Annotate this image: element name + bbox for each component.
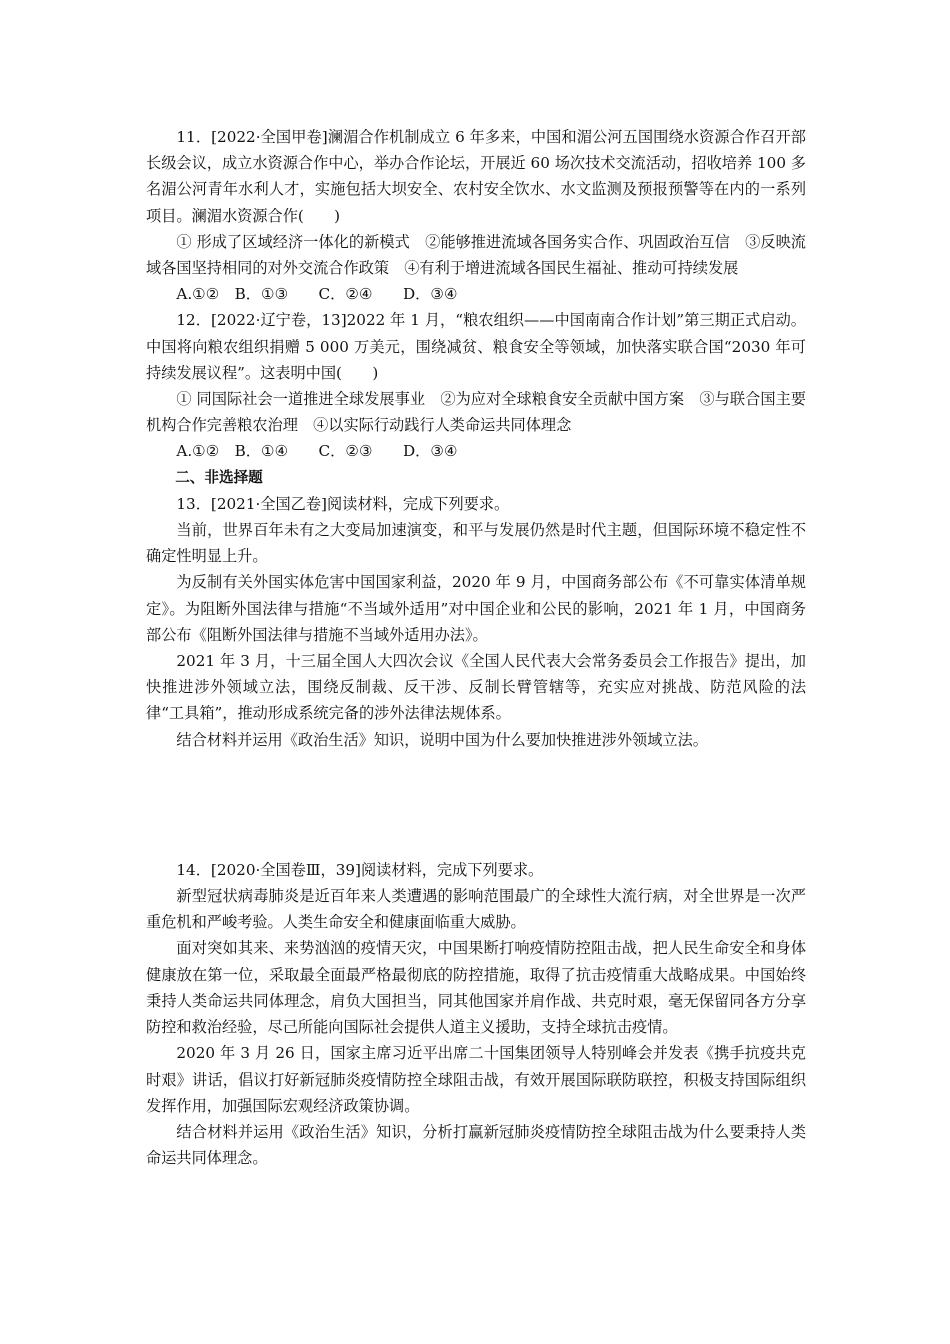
question-13-material-2: 为反制有关外国实体危害中国国家利益，2020 年 9 月，中国商务部公布《不可靠实体清单规定》。为阻断外国法律与措施“不当域外适用”对中国企业和公民的影响，2021 年 1 月，中国商务部公布《阻断外国法律与措施不当域外适用办法》。	[146, 573, 806, 644]
question-13-material-1: 当前，世界百年未有之大变局加速演变，和平与发展仍然是时代主题，但国际环境不稳定性不确定性明显上升。	[146, 521, 806, 566]
document-page	[146, 124, 806, 1171]
answer-space	[146, 753, 806, 857]
question-14-material-1: 新型冠状病毒肺炎是近百年来人类遭遇的影响范围最广的全球性大流行病，对全世界是一次严重危机和严峻考验。人类生命安全和健康面临重大威胁。	[146, 887, 806, 932]
question-14-task: 结合材料并运用《政治生活》知识，分析打赢新冠肺炎疫情防控全球阻击战为什么要秉持人类命运共同体理念。	[146, 1122, 806, 1168]
question-14-material-2: 面对突如其来、来势汹汹的疫情天灾，中国果断打响疫情防控阻击战，把人民生命安全和身体健康放在第一位，采取最全面最严格最彻底的防控措施，取得了抗击疫情重大战略成果。中国始终秉持人类命运共同体理念，肩负大国担当，同其他国家并肩作战、共克时艰，毫无保留同各方分享防控和救治经验，尽己所能向国际社会提供人道主义援助，支持全球抗击疫情。	[146, 939, 806, 1037]
question-12-options: A.①② B．①④ C．②③ D．③④	[176, 442, 458, 461]
question-11-statements: ① 形成了区域经济一体化的新模式 ②能够推进流域各国务实合作、巩固政治互信 ③反映流域各国坚持相同的对外交流合作政策 ④有利于增进流域各国民生福祉、推动可持续发展	[146, 232, 806, 278]
question-13-task: 结合材料并运用《政治生活》知识，说明中国为什么要加快推进涉外领域立法。	[176, 730, 708, 749]
question-12-statements: ① 同国际社会一道推进全球发展事业 ②为应对全球粮食安全贡献中国方案 ③与联合国主要机构合作完善粮农治理 ④以实际行动践行人类命运共同体理念	[146, 390, 806, 435]
question-11-stem: 11．[2022·全国甲卷]澜湄合作机制成立 6 年多来，中国和湄公河五国围绕水资源合作召开部长级会议，成立水资源合作中心，举办合作论坛，开展近 60 场次技术交流活动，招收培养 100 多名湄公河青年水利人才，实施包括大坝安全、农村安全饮水、水文监测及预报预警等在内的一系列项目。澜湄水资源合作( )	[146, 128, 806, 225]
question-12-stem: 12．[2022·辽宁卷，13]2022 年 1 月，“粮农组织——中国南南合作计划”第三期正式启动。中国将向粮农组织捐赠 5 000 万美元，围绕减贫、粮食安全等领域，加快落实联合国“2030 年可持续发展议程”。这表明中国( )	[146, 311, 806, 382]
question-13-stem: 13．[2021·全国乙卷]阅读材料，完成下列要求。	[176, 494, 510, 513]
question-13-material-3: 2021 年 3 月，十三届全国人大四次会议《全国人民代表大会常务委员会工作报告》提出，加快推进涉外领域立法，围绕反制裁、反干涉、反制长臂管辖等，充实应对挑战、防范风险的法律“工具箱”，推动形成系统完备的涉外法律法规体系。	[146, 652, 806, 723]
question-14-material-3: 2020 年 3 月 26 日，国家主席习近平出席二十国集团领导人特别峰会并发表《携手抗疫共克时艰》讲话，倡议打好新冠肺炎疫情防控全球阻击战，有效开展国际联防联控，积极支持国际组织发挥作用，加强国际宏观经济政策协调。	[146, 1044, 806, 1115]
question-14-stem: 14．[2020·全国卷Ⅲ，39]阅读材料，完成下列要求。	[176, 860, 544, 879]
question-11-options: A.①② B．①③ C．②④ D．③④	[176, 285, 458, 304]
section-heading-non-choice: 二、非选择题	[175, 468, 263, 486]
